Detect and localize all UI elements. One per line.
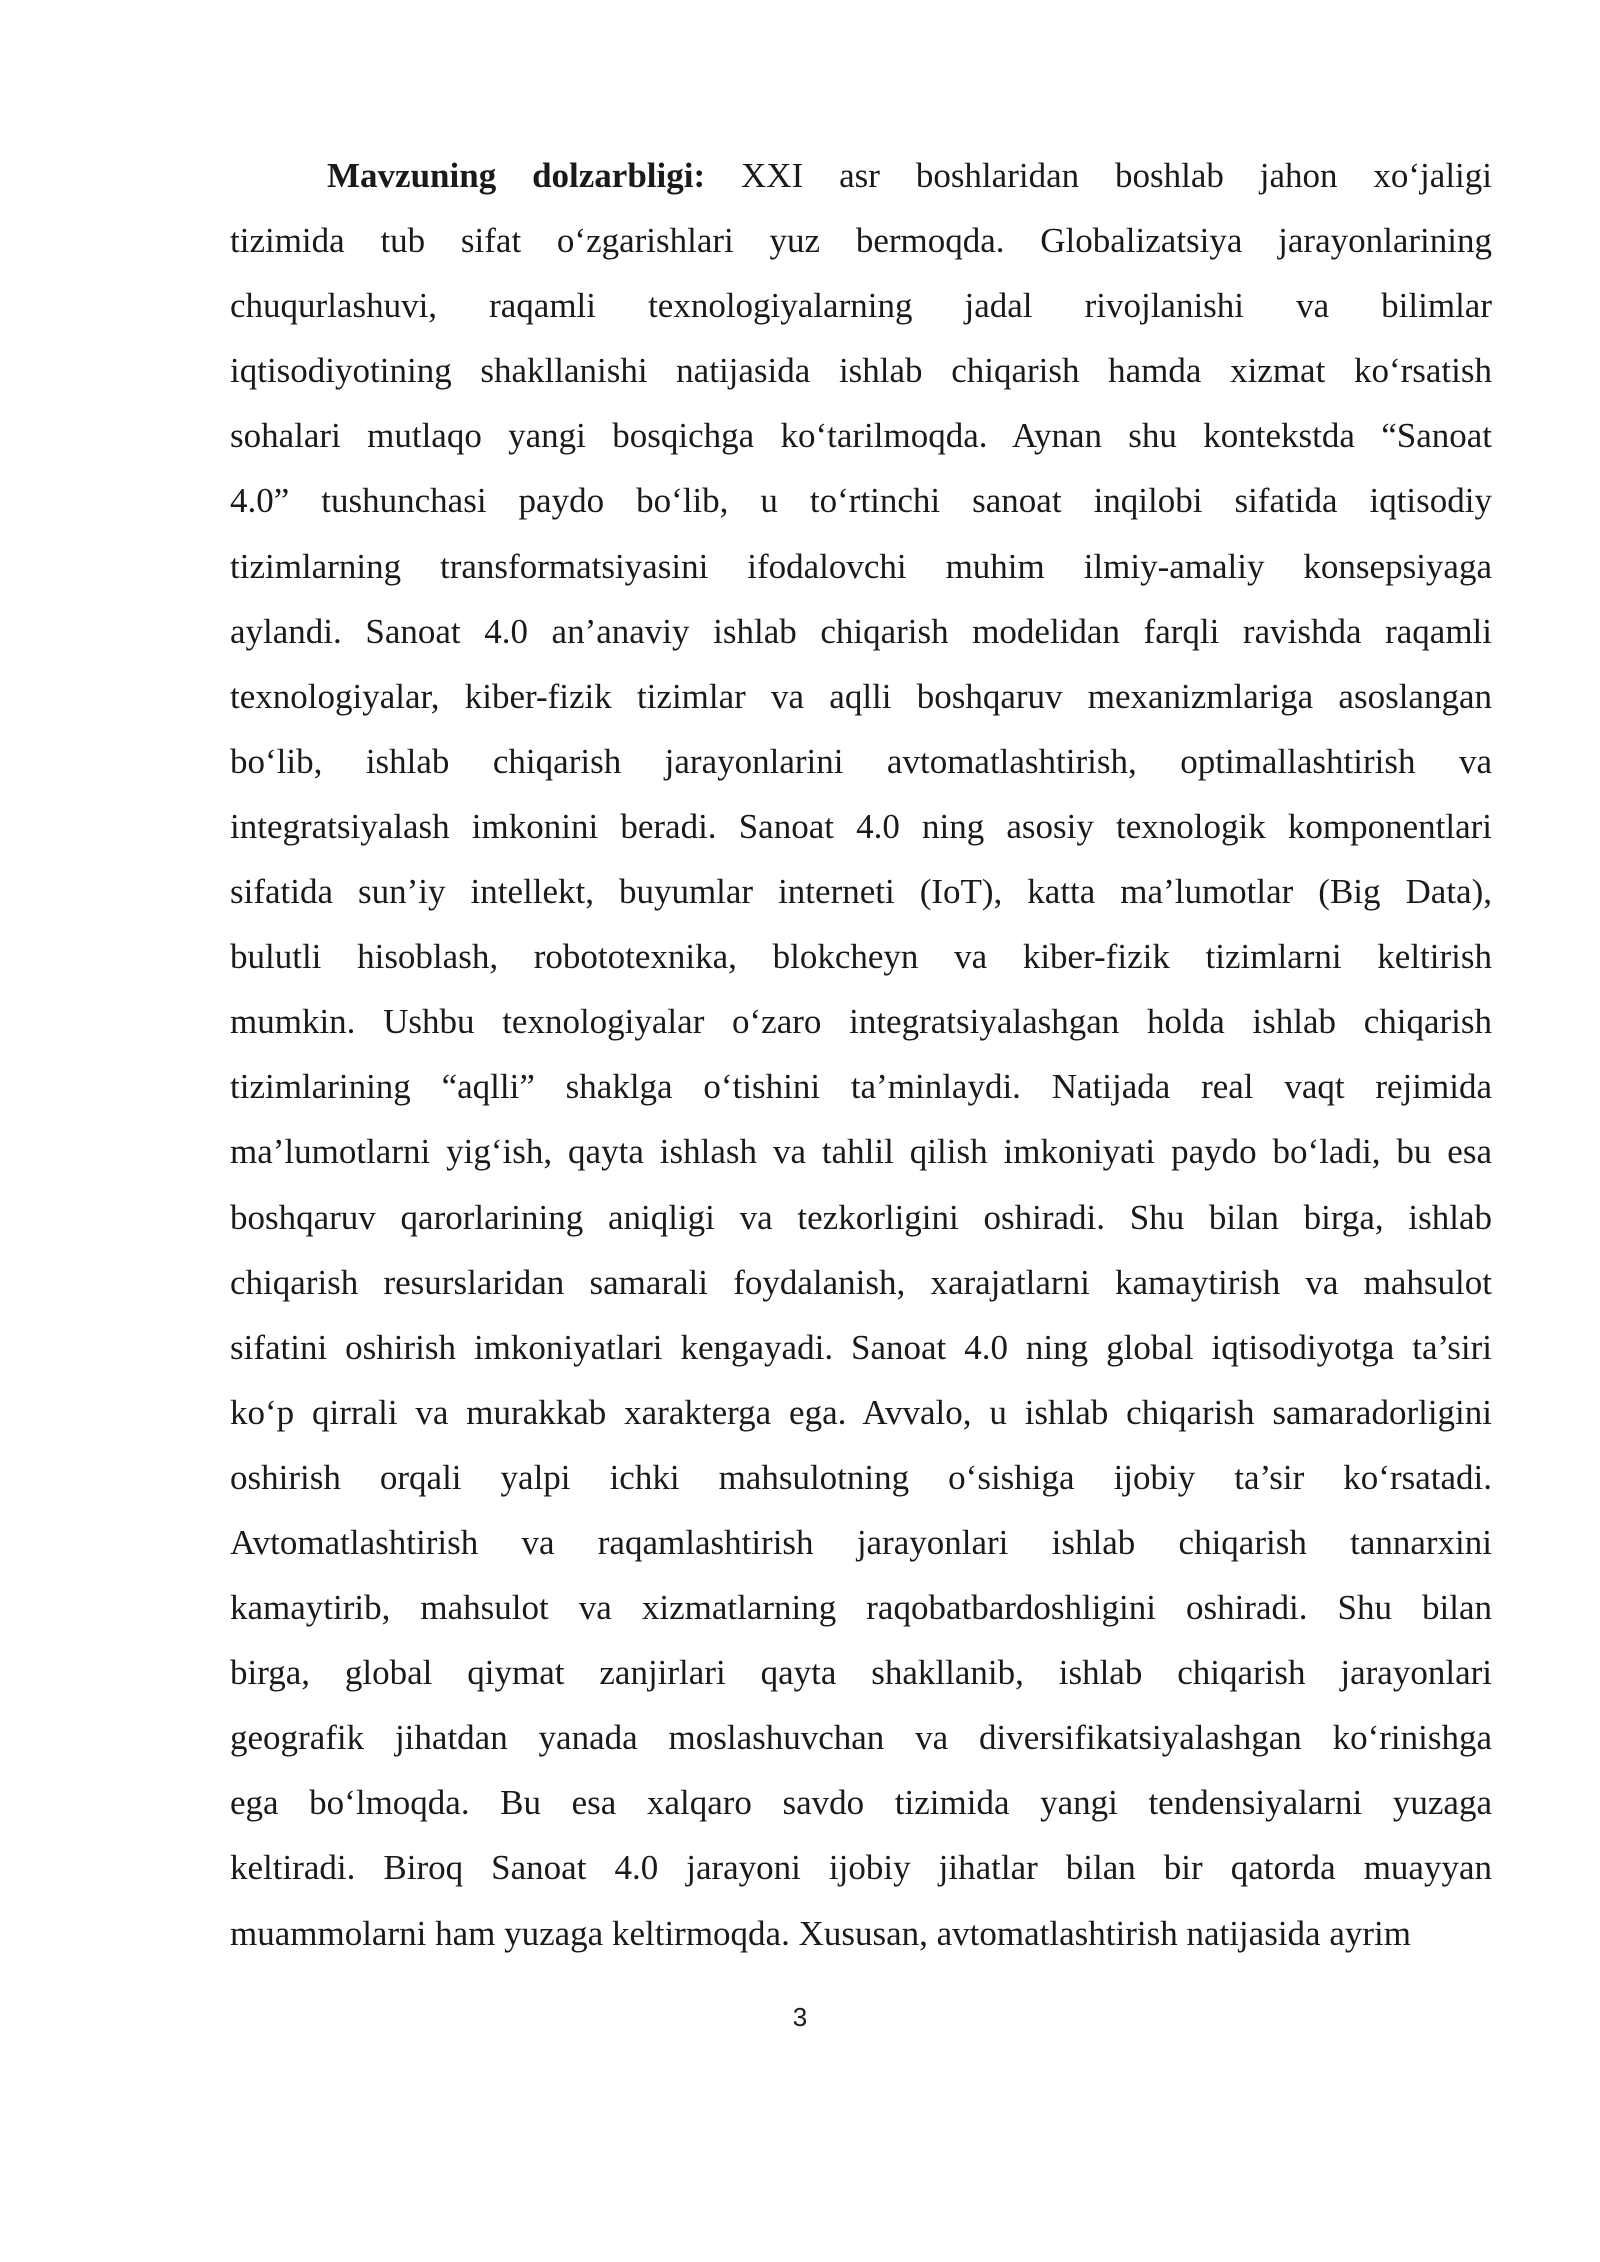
paragraph-line: oshirish orqali yalpi ichki mahsulotning o‘sishiga ijobiy ta’sir ko‘rsatadi.: [230, 1457, 1492, 1497]
paragraph-line: ega bo‘lmoqda. Bu esa xalqaro savdo tizimida yangi tendensiyalarni yuzaga: [230, 1783, 1492, 1823]
paragraph-line-text: XXI asr boshlaridan boshlab jahon xo‘jaligi: [705, 156, 1492, 195]
paragraph-line: tizimlarining “aqlli” shaklga o‘tishini ta’minlaydi. Natijada real vaqt rejimida: [230, 1067, 1492, 1107]
paragraph-line: tizimlarning transformatsiyasini ifodalovchi muhim ilmiy-amaliy konsepsiyaga: [230, 546, 1492, 586]
paragraph-line: geografik jihatdan yanada moslashuvchan va diversifikatsiyalashgan ko‘rinishga: [230, 1718, 1492, 1758]
paragraph-line: chuqurlashuvi, raqamli texnologiyalarning jadal rivojlanishi va bilimlar: [230, 286, 1492, 326]
paragraph-line: texnologiyalar, kiber-fizik tizimlar va aqlli boshqaruv mexanizmlariga asoslangan: [230, 676, 1492, 716]
paragraph-line: [230, 143, 1492, 208]
paragraph-line: ma’lumotlarni yig‘ish, qayta ishlash va tahlil qilish imkoniyati paydo bo‘ladi, bu esa: [230, 1132, 1492, 1172]
paragraph-line: bo‘lib, ishlab chiqarish jarayonlarini avtomatlashtirish, optimallashtirish va: [230, 741, 1492, 781]
paragraph-line: bulutli hisoblash, robototexnika, blokcheyn va kiber-fizik tizimlarni keltirish: [230, 937, 1492, 977]
paragraph-line: ko‘p qirrali va murakkab xarakterga ega. Avvalo, u ishlab chiqarish samaradorligini: [230, 1392, 1492, 1432]
paragraph-line: 4.0” tushunchasi paydo bo‘lib, u to‘rtinchi sanoat inqilobi sifatida iqtisodiy: [230, 481, 1492, 521]
paragraph-line: sifatida sun’iy intellekt, buyumlar interneti (IoT), katta ma’lumotlar (Big Data),: [230, 872, 1492, 912]
body-paragraph: [230, 143, 1492, 1966]
paragraph-line: mumkin. Ushbu texnologiyalar o‘zaro integratsiyalashgan holda ishlab chiqarish: [230, 1002, 1492, 1042]
paragraph-heading: Mavzuning dolzarbligi:: [327, 156, 706, 195]
paragraph-line: muammolarni ham yuzaga keltirmoqda. Xususan, avtomatlashtirish natijasida ayrim: [230, 1913, 1411, 1953]
paragraph-line: chiqarish resurslaridan samarali foydalanish, xarajatlarni kamaytirish va mahsulot: [230, 1262, 1492, 1302]
paragraph-line: tizimida tub sifat o‘zgarishlari yuz bermoqda. Globalizatsiya jarayonlarining: [230, 221, 1492, 261]
paragraph-line: birga, global qiymat zanjirlari qayta shakllanib, ishlab chiqarish jarayonlari: [230, 1653, 1492, 1693]
page-number: 3: [792, 2002, 808, 2032]
paragraph-line: kamaytirib, mahsulot va xizmatlarning raqobatbardoshligini oshiradi. Shu bilan: [230, 1588, 1492, 1628]
paragraph-line: Avtomatlashtirish va raqamlashtirish jarayonlari ishlab chiqarish tannarxini: [230, 1522, 1492, 1562]
paragraph-line: sohalari mutlaqo yangi bosqichga ko‘tarilmoqda. Aynan shu kontekstda “Sanoat: [230, 416, 1492, 456]
paragraph-line: boshqaruv qarorlarining aniqligi va tezkorligini oshiradi. Shu bilan birga, ishlab: [230, 1197, 1492, 1237]
paragraph-line: aylandi. Sanoat 4.0 an’anaviy ishlab chiqarish modelidan farqli ravishda raqamli: [230, 611, 1492, 651]
paragraph-line: integratsiyalash imkonini beradi. Sanoat 4.0 ning asosiy texnologik komponentlari: [230, 806, 1492, 846]
paragraph-line: sifatini oshirish imkoniyatlari kengayadi. Sanoat 4.0 ning global iqtisodiyotga ta’siri: [230, 1327, 1492, 1367]
paragraph-line: iqtisodiyotining shakllanishi natijasida ishlab chiqarish hamda xizmat ko‘rsatish: [230, 351, 1492, 391]
paragraph-line: keltiradi. Biroq Sanoat 4.0 jarayoni ijobiy jihatlar bilan bir qatorda muayyan: [230, 1848, 1492, 1888]
